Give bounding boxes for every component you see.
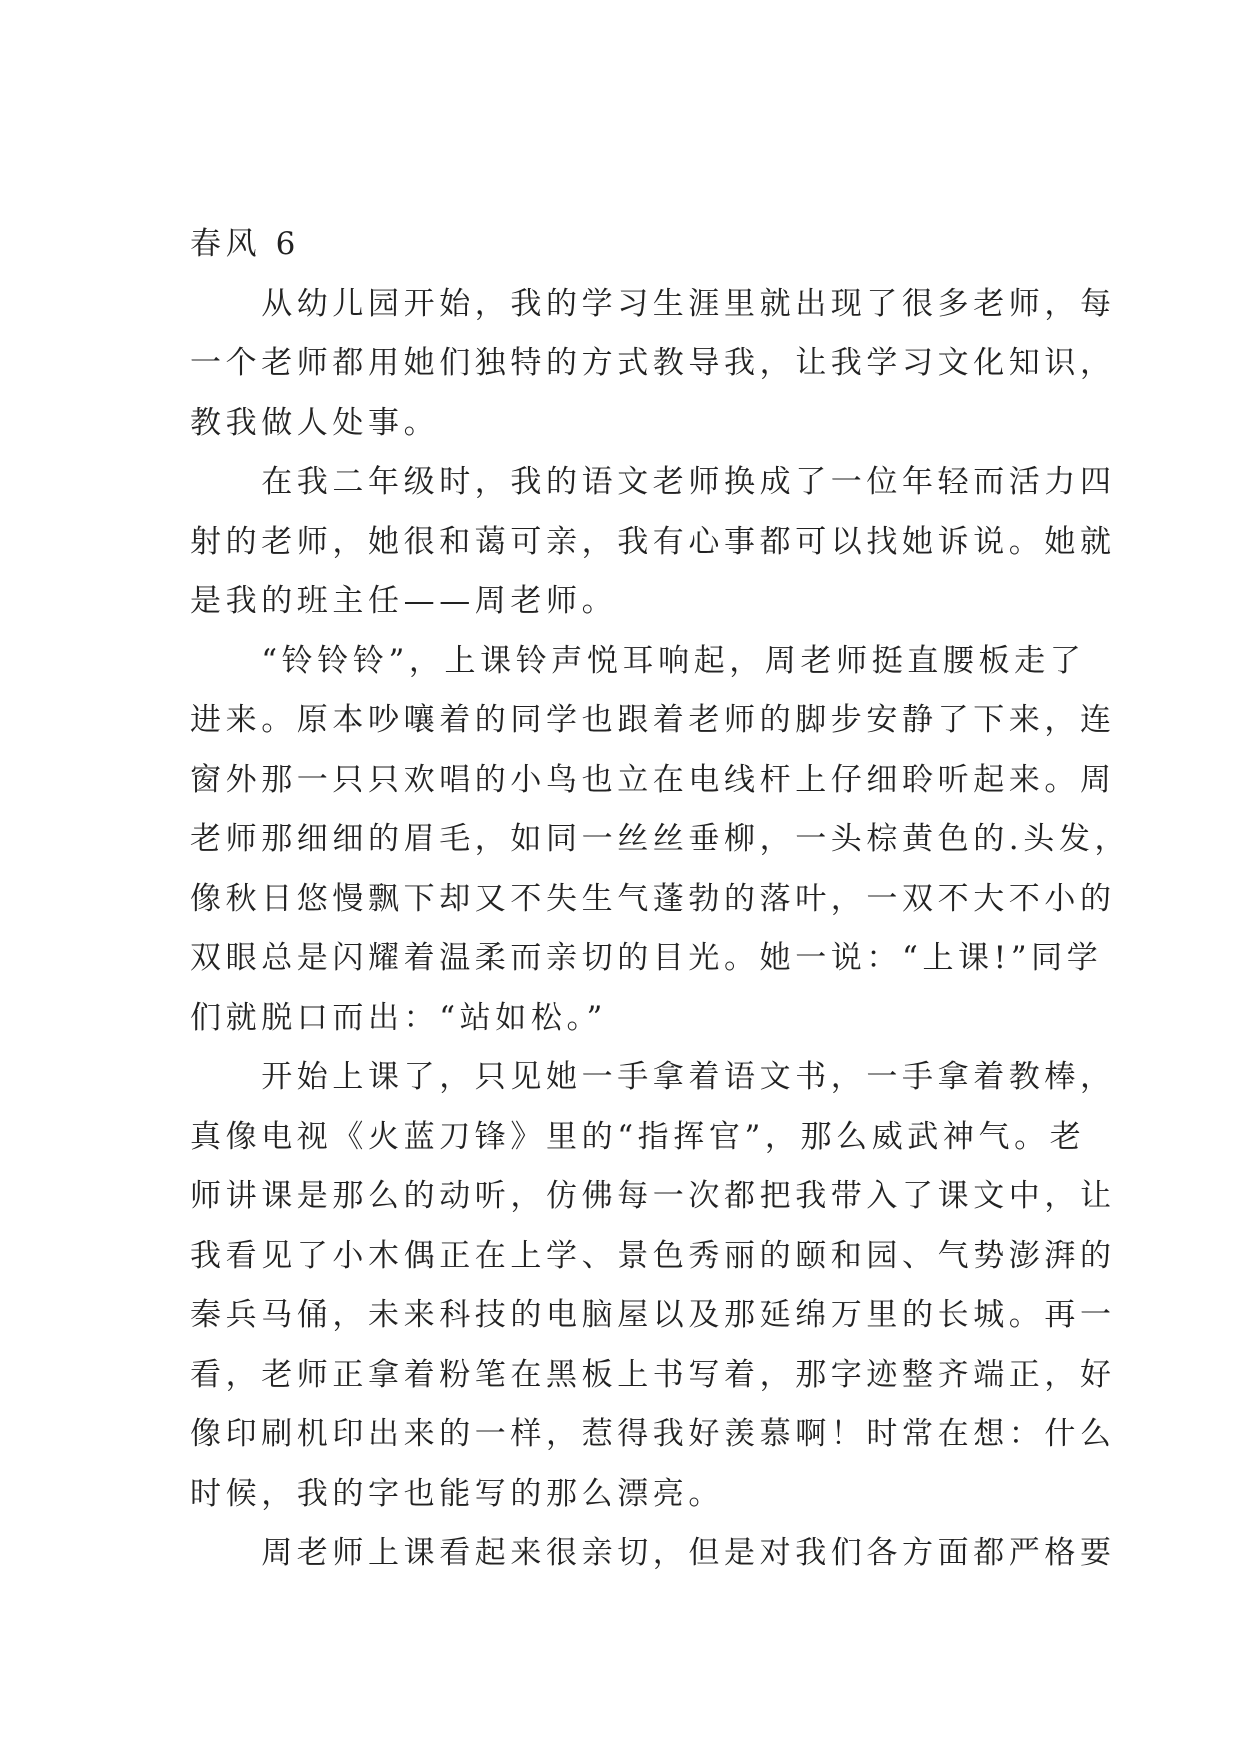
text-line: 老师那细细的眉毛，如同一丝丝垂柳，一头棕黄色的.头发， [190,821,1131,857]
text-line: “铃铃铃”，上课铃声悦耳响起，周老师挺直腰板走了 [190,643,1086,679]
text-line: 我看见了小木偶正在上学、景色秀丽的颐和园、气势澎湃的 [190,1238,1116,1274]
text-line: 射的老师，她很和蔼可亲，我有心事都可以找她诉说。她就 [190,524,1116,560]
text-line: 在我二年级时，我的语文老师换成了一位年轻而活力四 [190,464,1116,500]
text-line: 进来。原本吵嚷着的同学也跟着老师的脚步安静了下来，连 [190,702,1116,738]
text-line: 像印刷机印出来的一样，惹得我好羡慕啊！时常在想：什么 [190,1416,1116,1452]
text-line: 一个老师都用她们独特的方式教导我，让我学习文化知识， [190,345,1116,381]
section-title: 春风 6 [190,226,300,262]
text-line: 真像电视《火蓝刀锋》里的“指挥官”，那么威武神气。老 [190,1119,1086,1155]
text-line: 窗外那一只只欢唱的小鸟也立在电线杆上仔细聆听起来。周 [190,762,1116,798]
text-line: 从幼儿园开始，我的学习生涯里就出现了很多老师，每 [190,286,1116,322]
text-line: 是我的班主任——周老师。 [190,583,618,619]
text-line: 时候，我的字也能写的那么漂亮。 [190,1476,724,1512]
text-line: 看，老师正拿着粉笔在黑板上书写着，那字迹整齐端正，好 [190,1357,1116,1393]
text-line: 像秋日悠慢飘下却又不失生气蓬勃的落叶，一双不大不小的 [190,881,1116,917]
text-line: 们就脱口而出：“站如松。” [190,1000,607,1036]
text-line: 师讲课是那么的动听，仿佛每一次都把我带入了课文中，让 [190,1178,1116,1214]
text-line: 教我做人处事。 [190,405,440,441]
text-line: 开始上课了，只见她一手拿着语文书，一手拿着教棒， [190,1059,1116,1095]
text-line: 周老师上课看起来很亲切，但是对我们各方面都严格要 [190,1535,1116,1571]
text-line: 双眼总是闪耀着温柔而亲切的目光。她一说：“上课!”同学 [190,940,1103,976]
text-line: 秦兵马俑，未来科技的电脑屋以及那延绵万里的长城。再一 [190,1297,1116,1333]
